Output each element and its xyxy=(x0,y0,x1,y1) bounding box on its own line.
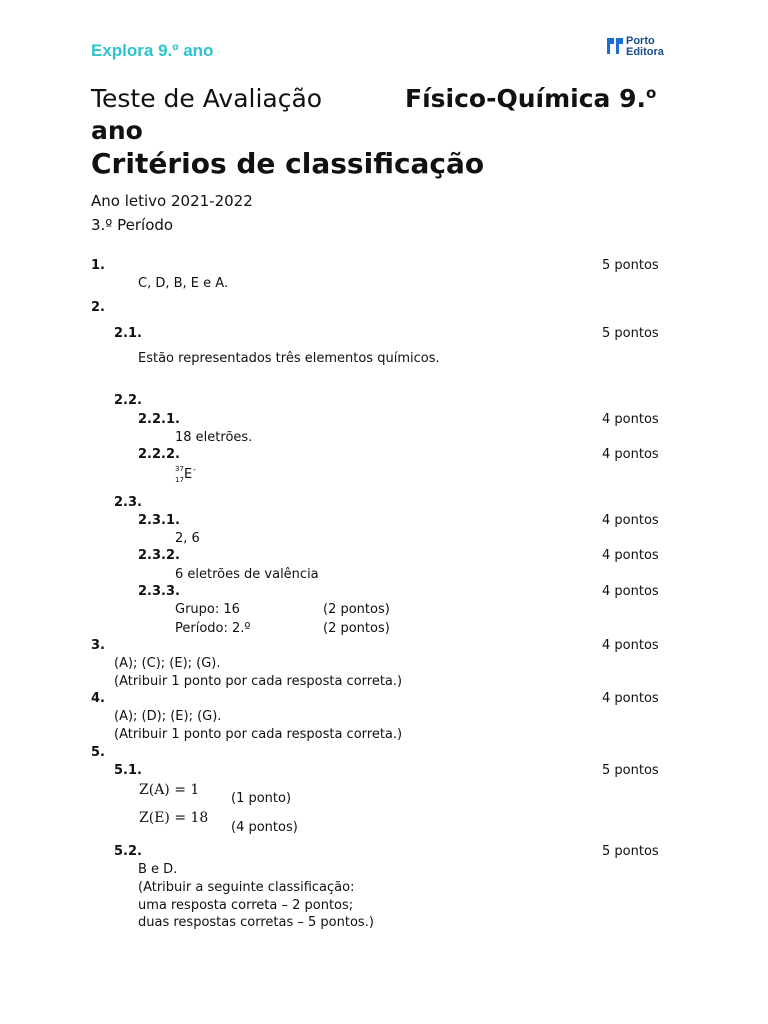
question-3-note: (Atribuir 1 ponto por cada resposta correta.) xyxy=(114,674,403,689)
question-2-3-3-number: 2.3.3. xyxy=(138,584,180,599)
isotope-mass-number: 37 xyxy=(175,465,184,473)
question-2-3-1-number: 2.3.1. xyxy=(138,513,180,528)
question-1-points: 5 pontos xyxy=(602,258,659,273)
publisher-logo xyxy=(606,36,696,58)
porto-editora-logo-icon xyxy=(606,36,624,56)
isotope-charge: - xyxy=(193,465,196,474)
period-answer: Período: 2.º xyxy=(175,621,251,636)
question-5-number: 5. xyxy=(91,745,105,760)
logo-text: Porto Editora xyxy=(626,35,664,58)
question-2-3-2-points: 4 pontos xyxy=(602,548,659,563)
question-4-note: (Atribuir 1 ponto por cada resposta correta.) xyxy=(114,727,403,742)
question-1-answer: C, D, B, E e A. xyxy=(138,276,229,291)
subject-title-continued: ano xyxy=(91,116,143,145)
group-answer-points: (2 pontos) xyxy=(323,602,390,617)
equation-z-a-points: (1 ponto) xyxy=(231,791,292,806)
question-5-1-points: 5 pontos xyxy=(602,763,659,778)
question-2-3-2-answer: 6 eletrões de valência xyxy=(175,567,319,582)
test-title: Teste de Avaliação xyxy=(91,84,323,113)
question-2-3-number: 2.3. xyxy=(114,495,142,510)
question-2-2-1-number: 2.2.1. xyxy=(138,412,180,427)
question-2-2-2-number: 2.2.2. xyxy=(138,447,180,462)
equation-z-a: Z(A) = 1 xyxy=(139,782,200,798)
question-4-answer: (A); (D); (E); (G). xyxy=(114,709,222,724)
question-5-2-note-line-2: uma resposta correta – 2 pontos; xyxy=(138,898,354,913)
brand-title: Explora 9.º ano xyxy=(91,41,214,60)
question-5-2-points: 5 pontos xyxy=(602,844,659,859)
question-2-2-1-points: 4 pontos xyxy=(602,412,659,427)
question-5-1-number: 5.1. xyxy=(114,763,142,778)
question-5-2-answer: B e D. xyxy=(138,862,178,877)
question-3-number: 3. xyxy=(91,638,105,653)
isotope-atomic-number: 17 xyxy=(175,476,184,484)
question-2-3-1-points: 4 pontos xyxy=(602,513,659,528)
group-answer: Grupo: 16 xyxy=(175,602,240,617)
isotope-notation xyxy=(175,465,205,487)
school-period: 3.º Período xyxy=(91,216,174,234)
isotope-symbol: E xyxy=(184,467,193,482)
question-2-1-number: 2.1. xyxy=(114,326,142,341)
subject-title: Físico-Química 9.$^o$ xyxy=(405,84,657,113)
question-2-2-1-answer: 18 eletrões. xyxy=(175,430,253,445)
question-4-points: 4 pontos xyxy=(602,691,659,706)
question-2-1-points: 5 pontos xyxy=(602,326,659,341)
question-2-1-answer: Estão representados três elementos químicos. xyxy=(138,351,440,366)
question-5-2-note-line-1: (Atribuir a seguinte classificação: xyxy=(138,880,355,895)
question-3-points: 4 pontos xyxy=(602,638,659,653)
period-answer-points: (2 pontos) xyxy=(323,621,390,636)
equation-z-e: Z(E) = 18 xyxy=(139,810,209,826)
question-5-2-number: 5.2. xyxy=(114,844,142,859)
school-year: Ano letivo 2021-2022 xyxy=(91,192,253,210)
question-2-2-number: 2.2. xyxy=(114,393,142,408)
question-5-2-note-line-3: duas respostas corretas – 5 pontos.) xyxy=(138,915,374,930)
equation-z-e-points: (4 pontos) xyxy=(231,820,298,835)
question-3-answer: (A); (C); (E); (G). xyxy=(114,656,221,671)
question-2-3-3-points: 4 pontos xyxy=(602,584,659,599)
criteria-heading: Critérios de classificação xyxy=(91,147,485,180)
question-4-number: 4. xyxy=(91,691,105,706)
question-1-number: 1. xyxy=(91,258,105,273)
question-2-3-1-answer: 2, 6 xyxy=(175,531,200,546)
question-2-number: 2. xyxy=(91,300,105,315)
question-2-2-2-points: 4 pontos xyxy=(602,447,659,462)
question-2-3-2-number: 2.3.2. xyxy=(138,548,180,563)
